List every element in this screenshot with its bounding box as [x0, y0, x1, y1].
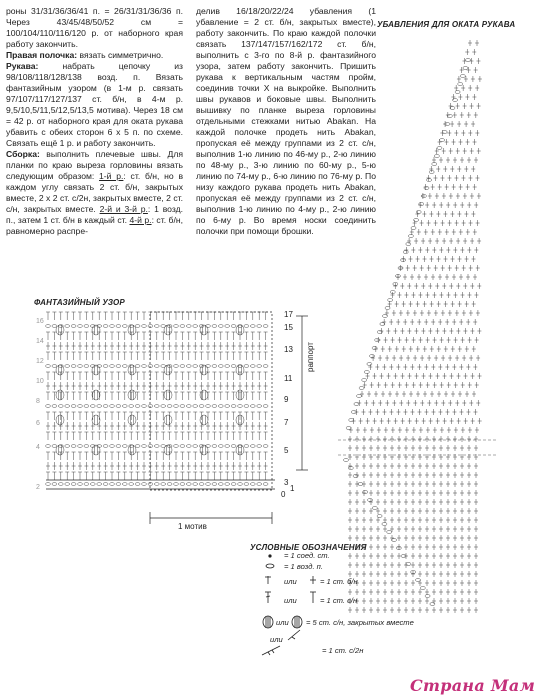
row-num-8: 8	[36, 398, 40, 405]
legend-or-4: или	[270, 635, 283, 644]
row-num-14: 14	[36, 338, 44, 345]
site-watermark-logo: Страна Мам	[410, 676, 536, 695]
motif-label: 1 мотив	[178, 522, 207, 531]
legend-treble-crochet: = 1 ст. с/2н	[322, 646, 364, 655]
row-1-label: 1-й р.	[99, 171, 124, 181]
row-num-0: 0	[281, 490, 286, 499]
legend-title: УСЛОВНЫЕ ОБОЗНАЧЕНИЯ	[250, 543, 367, 552]
row-num-6: 6	[36, 420, 40, 427]
heading-right-front: Правая полочка:	[6, 50, 78, 60]
row-num-9: 9	[284, 395, 289, 404]
row-num-12: 12	[36, 358, 44, 365]
sleeve-decrease-title: УБАВЛЕНИЯ ДЛЯ ОКАТА РУКАВА	[377, 20, 516, 29]
row-num-16: 16	[36, 318, 44, 325]
row-num-3: 3	[284, 478, 289, 487]
row-2-3-label: 2-й и 3-й р.	[99, 204, 148, 214]
rapport-label: раппорт	[306, 342, 315, 372]
row-4-label: 4-й р.	[129, 215, 152, 225]
text-assembly-a: выполнить плечевые швы. Для планки по краю выреза горловины вязать следующим образом:	[6, 149, 183, 181]
row-num-13: 13	[284, 345, 293, 354]
legend-slip-stitch: = 1 соед. ст.	[284, 551, 330, 560]
legend-single-crochet: = 1 ст. б/н	[320, 577, 358, 586]
chain-symbol	[266, 564, 274, 568]
heading-assembly: Сборка:	[6, 149, 40, 159]
text-assembly-c: : 1 возд. п., затем 1 ст. б/н в каждый ст.	[6, 204, 183, 225]
row-num-10: 10	[36, 378, 44, 385]
row-num-7: 7	[284, 418, 289, 427]
text-assembly-d: : ст. б/н, равномерно распре-	[6, 215, 184, 236]
heading-sleeves: Рукава:	[6, 61, 39, 71]
text-sleeves: набрать цепочку из 98/108/118/128/138 возд. п. Вязать фантазийным узором (в 1-м р. связать 97/107/117/127/137 ст. б/н, в 4-м р. 9,5/10,5/11,5/12,5/13,5 мотива). Через 18 см = 42 р. от наборного края для оката рукава убавить с обеих сторон 6 х 5 п. по схеме. Связать ещё 1 р. и работу закончить.	[6, 61, 183, 148]
legend-or-3: или	[276, 618, 289, 627]
row-num-2: 2	[36, 484, 40, 491]
row-num-4: 4	[36, 444, 40, 451]
row-num-5: 5	[284, 446, 289, 455]
paragraph-assembly-continued: делив 16/18/20/22/24 убавления (1 убавление = 2 ст. б/н, закрытых вместе), работу закончить. По краю каждой полочки связать 137/147/157/162/172 ст. б/н, выполнить с 3-го по 8-й р. фантазийного узора, затем работу закончить. Пришить рукава к вертикальным частям пройм, соединив точки Х на выкройке. Выполнить швы рукавов и боковые швы. Выполнить вышивку по планке выреза горловины отдельными стежками нитью Abakan. На каждой полочке продеть нить Abakan, пропуская её между группами из 2 ст. с/н, выполнив 1-ю линию по 46-му р., 2-ю линию по 48-му р., 3-ю линию по 60-му р., 5-ю линию по 74-му р., 6-ю линию по 76-му р. По низу каждого рукава продеть нить Abakan, пропуская её между группами из 2 ст. с/н, выполнив 1-ю линию по 4-му р., 2-ю линию по 6-му р. Во время носки соединить полочки при помощи брошки.	[196, 6, 376, 236]
row-num-11: 11	[284, 374, 293, 383]
legend-or-2: или	[284, 596, 297, 605]
row-num-17: 17	[284, 310, 293, 319]
slip-stitch-symbol	[269, 555, 271, 557]
text-assembly-b: : ст. б/н, но в каждом углу связать 2 ст. б/н, закрытых вместе, 2 х 2 ст. с/2н, закрытых вместе, 2 ст. с/н, закрытых вместе.	[6, 171, 184, 214]
row-num-15: 15	[284, 323, 293, 332]
legend-chain: = 1 возд. п.	[284, 562, 323, 571]
text-right-front: вязать симметрично.	[77, 50, 164, 60]
paragraph-front-left-end: роны 31/31/36/36/41 п. = 26/31/31/36/36 п. Через 43/45/48/50/52 см = 100/104/110/116/120 р. от наборного края работу закончить.	[6, 6, 183, 49]
legend-or-1: или	[284, 577, 297, 586]
legend-double-crochet: = 1 ст. с/н	[320, 596, 358, 605]
row-num-1: 1	[290, 484, 295, 493]
pattern-title: ФАНТАЗИЙНЫЙ УЗОР	[34, 298, 125, 307]
legend-five-dc-cluster: = 5 ст. с/н, закрытых вместе	[306, 618, 414, 627]
